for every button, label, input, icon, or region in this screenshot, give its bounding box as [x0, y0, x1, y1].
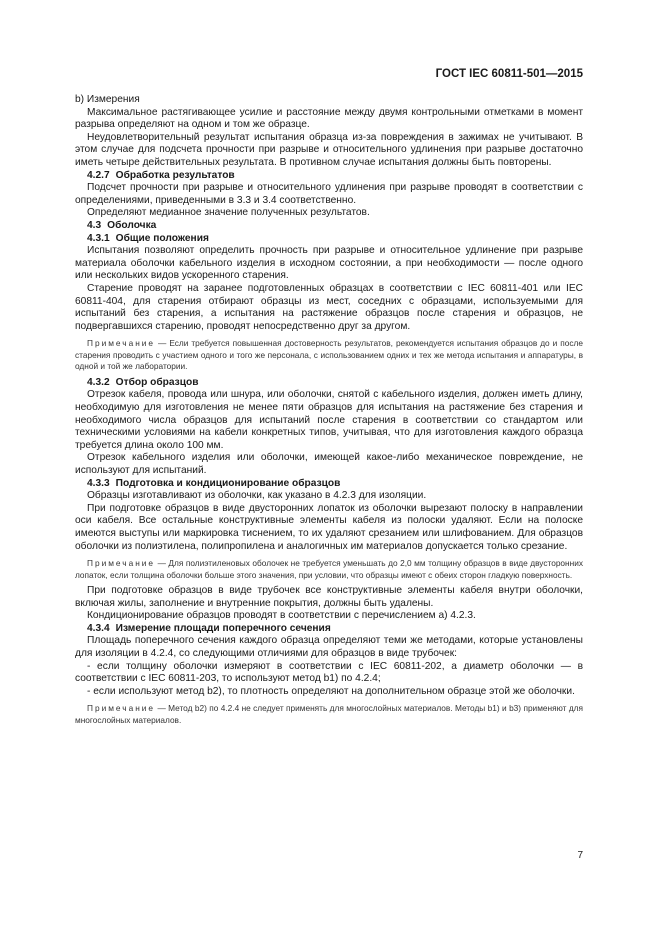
note-label: Примечание [87, 338, 156, 349]
paragraph: Площадь поперечного сечения каждого образца определяют теми же методами, которые установлены для изоляции в 4.2.4, со следующими отличиями для образцов в виде трубочек: [75, 635, 583, 660]
paragraph: Старение проводят на заранее подготовленных образцах в соответствии с IEC 60811-401 или IEC 60811-404, для старения отбирают образцы из мест, соседних с образцами, используемыми для испытаний без старения, а испытания на растяжение образцов после старения и образцов, не подвергавшихся старению, проводят непосредственно друг за другом. [75, 282, 583, 332]
section-title: Измерение площади поперечного сечения [115, 622, 331, 634]
section-title: Общие положения [115, 232, 209, 244]
paragraph: Неудовлетворительный результат испытания образца из-за повреждения в зажимах не учитывают. В этом случае для подсчета прочности при разрыве и относительного удлинения при разрыве достаточно иметь четыре действительных результата. В противном случае испытания должны быть повторены. [75, 131, 583, 168]
document-body [75, 94, 583, 730]
note [75, 558, 583, 581]
paragraph: Отрезок кабеля, провода или шнура, или оболочки, снятой с кабельного изделия, должен иметь длину, необходимую для изготовления не менее пяти образцов для испытания на растяжение без старения и необходимого числа образцов для испытаний после старения в соответствии со стандартом или техническими условиями на кабели конкретных типов, учитывая, что для изготовления каждого образца требуется длина около 100 мм. [75, 389, 583, 451]
note-text: — Метод b2) по 4.2.4 не следует применять для многослойных материалов. Методы b1) и b3) применяют для многослойных материалов. [75, 703, 583, 725]
paragraph: Подсчет прочности при разрыве и относительного удлинения при разрыве проводят в соответствии с определениями, приведенными в 3.3 и 3.4 соответственно. [75, 182, 583, 206]
document-header: ГОСТ IEC 60811-501—2015 [435, 68, 583, 80]
paragraph: Кондиционирование образцов проводят в соответствии с перечислением а) 4.2.3. [87, 610, 476, 622]
section-title: Оболочка [107, 219, 157, 231]
section-heading [75, 233, 583, 246]
section-heading [75, 220, 583, 233]
note [75, 338, 583, 373]
paragraph: - если используют метод b2), то плотность определяют на дополнительном образце этой же оболочки. [87, 685, 575, 697]
section-number: 4.3.2 [87, 376, 110, 388]
paragraph: Образцы изготавливают из оболочки, как указано в 4.2.3 для изоляции. [87, 490, 427, 502]
section-number: 4.3.1 [87, 232, 110, 244]
section-title: Обработка результатов [115, 169, 235, 181]
section-number: 4.2.7 [87, 169, 110, 181]
section-heading [75, 170, 583, 183]
section-heading [75, 478, 583, 491]
paragraph: Определяют медианное значение полученных результатов. [87, 207, 370, 219]
section-heading [75, 623, 583, 636]
paragraph: Максимальное растягивающее усилие и расстояние между двумя контрольными отметками в момент разрыва определяют на одном и том же образце. [75, 106, 583, 131]
section-title: Отбор образцов [115, 376, 199, 388]
note-label: Примечание [87, 558, 156, 569]
section-number: 4.3.3 [87, 477, 110, 489]
section-number: 4.3 [87, 219, 102, 231]
page-number: 7 [577, 850, 583, 861]
section-title: Подготовка и кондиционирование образцов [115, 477, 341, 489]
section-heading [75, 377, 583, 390]
note-label: Примечание [87, 703, 156, 714]
note-text: — Для полиэтиленовых оболочек не требуется уменьшать до 2,0 мм толщину образцов в виде двусторонних лопаток, если толщина оболочки больше этого значения, при условии, что образцы имеют с обеих сторон гладкую поверхность. [75, 558, 583, 580]
paragraph: При подготовке образцов в виде двусторонних лопаток из оболочки вырезают полоску в направлении оси кабеля. Все остальные конструктивные элементы кабеля из полоски удаляют. Если на полоске имеются выступы или маркировка тиснением, то их удаляют срезанием или шлифованием. Для образцов оболочки из полиэтилена, полипропилена и аналогичных им материалов допускается только срезание. [75, 502, 583, 552]
paragraph: b) Измерения [75, 94, 140, 105]
paragraph: При подготовке образцов в виде трубочек все конструктивные элементы кабеля внутри оболочки, включая жилы, заполнение и внутренние покрытия, должны быть удалены. [75, 585, 583, 609]
paragraph: Отрезок кабельного изделия или оболочки, имеющей какое-либо механическое повреждение, не используют для испытаний. [75, 452, 583, 476]
note-text: — Если требуется повышенная достоверность результатов, рекомендуется испытания образцов до и после старения проводить с участием одного и того же персонала, с использованием одних и тех же метода испытания и аппаратуры, в одной и той же лаборатории. [75, 338, 583, 372]
section-number: 4.3.4 [87, 622, 110, 634]
paragraph: - если толщину оболочки измеряют в соответствии с IEC 60811-202, а диаметр оболочки — в соответствии с IEC 60811-203, то используют метод b1) по 4.2.4; [75, 660, 583, 685]
note [75, 703, 583, 726]
paragraph: Испытания позволяют определить прочность при разрыве и относительное удлинение при разрыве материала оболочки кабельного изделия в исходном состоянии, а при необходимости — после одного или нескольких видов ускоренного старения. [75, 245, 583, 282]
